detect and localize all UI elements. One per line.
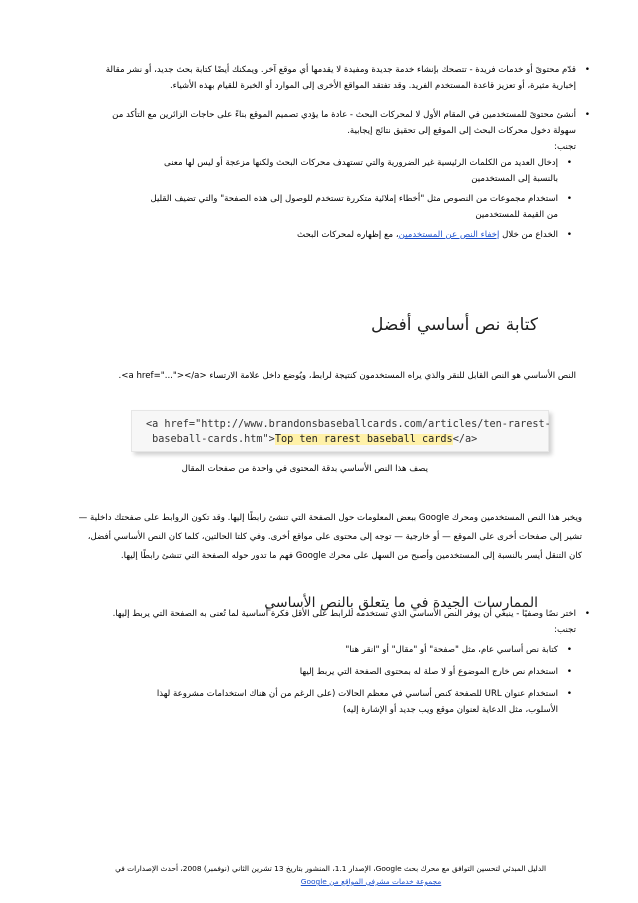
bullet-text: بالنسبة إلى المستخدمين xyxy=(471,174,558,184)
bullet-text: • استخدام نص خارج الموضوع أو لا صلة له بمحتوى الصفحة التي يربط إليها xyxy=(299,667,558,677)
list-item xyxy=(64,155,558,187)
code-line: <a href="http://www.brandonsbaseballcards.com/articles/ten-rarest- xyxy=(146,419,551,430)
section-heading: الممارسات الجيدة في ما يتعلق بالنص الأساسي xyxy=(264,595,538,611)
list-item xyxy=(64,686,558,718)
list-item xyxy=(64,642,558,658)
code-line: baseball-cards.htm">Top ten rarest baseball cards</a> xyxy=(152,434,478,445)
bullet-text: إخبارية مثيرة، أو تعزيز قاعدة المستخدم الفريد. وقد تفتقد المواقع الأخرى إلى الموارد أو الخبرة للقيام بهذه الأشياء. xyxy=(169,81,576,91)
list-item xyxy=(64,606,576,622)
bullet-text: • كتابة نص أساسي عام، مثل "صفحة" أو "مقال" أو "انقر هنا" xyxy=(345,645,558,655)
list-item xyxy=(64,107,576,139)
bullet-text: من القيمة للمستخدمين xyxy=(475,210,558,220)
anchor-text-practices xyxy=(64,606,576,718)
bullet-text: • استخدام مجموعات من النصوص مثل "أخطاء إملائية متكررة تستخدم للوصول إلى هذه الصفحة" والتي تضيف القليل xyxy=(150,194,558,204)
avoid-list xyxy=(64,642,558,718)
hidden-text-link[interactable]: إخفاء النص عن المستخدمين xyxy=(398,230,500,240)
bullet-text: سهولة دخول محركات البحث إلى الموقع إلى تحقيق نتائج إيجابية. xyxy=(347,126,576,136)
bullet-text: • أنشئ محتوىً للمستخدمين في المقام الأول لا لمحركات البحث - عادة ما يؤدي تصميم الموقع بناءً على حاجات الزائرين مع التأكد من xyxy=(112,110,576,120)
list-item xyxy=(64,664,558,680)
bullet-text: • اختر نصًا وصفيًا - ينبغي أن يوفر النص الأساسي الذي تستخدمه للرابط على الأقل فكرة أساسية لما تُعنى به الصفحة التي يربط إليها. xyxy=(112,609,576,619)
bullet-text: • إدخال العديد من الكلمات الرئيسية غير الضرورية والتي تستهدف محركات البحث ولكنها مزعجة أو ليس لها معنى xyxy=(164,158,558,168)
page-footer xyxy=(86,862,546,888)
content-guidelines xyxy=(64,62,576,243)
list-item xyxy=(64,191,558,223)
body-paragraph: ويخبر هذا النص المستخدمين ومحرك Google ببعض المعلومات حول الصفحة التي تنشئ رابطًا إليها. وقد تكون الروابط على صفحتك داخلية — تشير إلى صفحات أخرى على الموقع — أو خارجية — توجه إلى محتوى على مواقع أخرى. وفي كلتا الحالتين، كلما كان النص الأساسي أفضل، كان التنقل أيسر بالنسبة إلى المستخدمين وأصبح من السهل على محرك Google فهم ما تدور حوله الصفحة التي تنشئ رابطًا إليها. xyxy=(78,513,582,561)
avoid-label: تجنب: xyxy=(554,625,576,635)
highlighted-anchor-text: Top ten rarest baseball cards xyxy=(274,434,453,445)
code-caption: يصف هذا النص الأساسي بدقة المحتوى في واحدة من صفحات المقال xyxy=(181,464,428,474)
bullet-text: ، مع إظهاره لمحركات البحث xyxy=(297,230,399,240)
bullet-text: • قدّم محتوىً أو خدمات فريدة - تتصحك بإنشاء خدمة جديدة ومفيدة لا يقدمها أي موقع آخر. ويمكنك أيضًا كتابة بحث جديد، أو نشر مقالة xyxy=(105,65,576,75)
list-item xyxy=(64,62,576,94)
intro-paragraph: النص الأساسي هو النص القابل للنقر والذي يراه المستخدمون كنتيجة لرابط، ويُوضع داخل علامة الارتساء <a href="..."></a>. xyxy=(118,371,576,381)
footer-text: الدليل المبدئي لتحسين التوافق مع محرك بحث Google، الإصدار 1.1، المنشور بتاريخ 13 تشرين الثاني (نوفمبر) 2008، أحدث الإصدارات في xyxy=(115,864,546,873)
bullet-text: • استخدام عنوان URL للصفحة كنص أساسي في معظم الحالات (على الرغم من أن هناك استخدامات مشروعة لهذا xyxy=(156,689,558,699)
webmaster-link[interactable]: مجموعة خدمات مشرفي المواقع من Google xyxy=(300,877,442,886)
bullet-text: الخداع من خلال xyxy=(499,230,558,240)
code-example xyxy=(131,410,549,452)
section-heading: كتابة نص أساسي أفضل xyxy=(370,315,538,335)
avoid-label: تجنب: xyxy=(554,142,576,152)
avoid-list xyxy=(64,155,558,243)
bullet-text: الأسلوب، مثل الدعاية لعنوان موقع ويب جديد أو الإشارة إليه) xyxy=(343,705,558,715)
list-item xyxy=(64,227,558,243)
